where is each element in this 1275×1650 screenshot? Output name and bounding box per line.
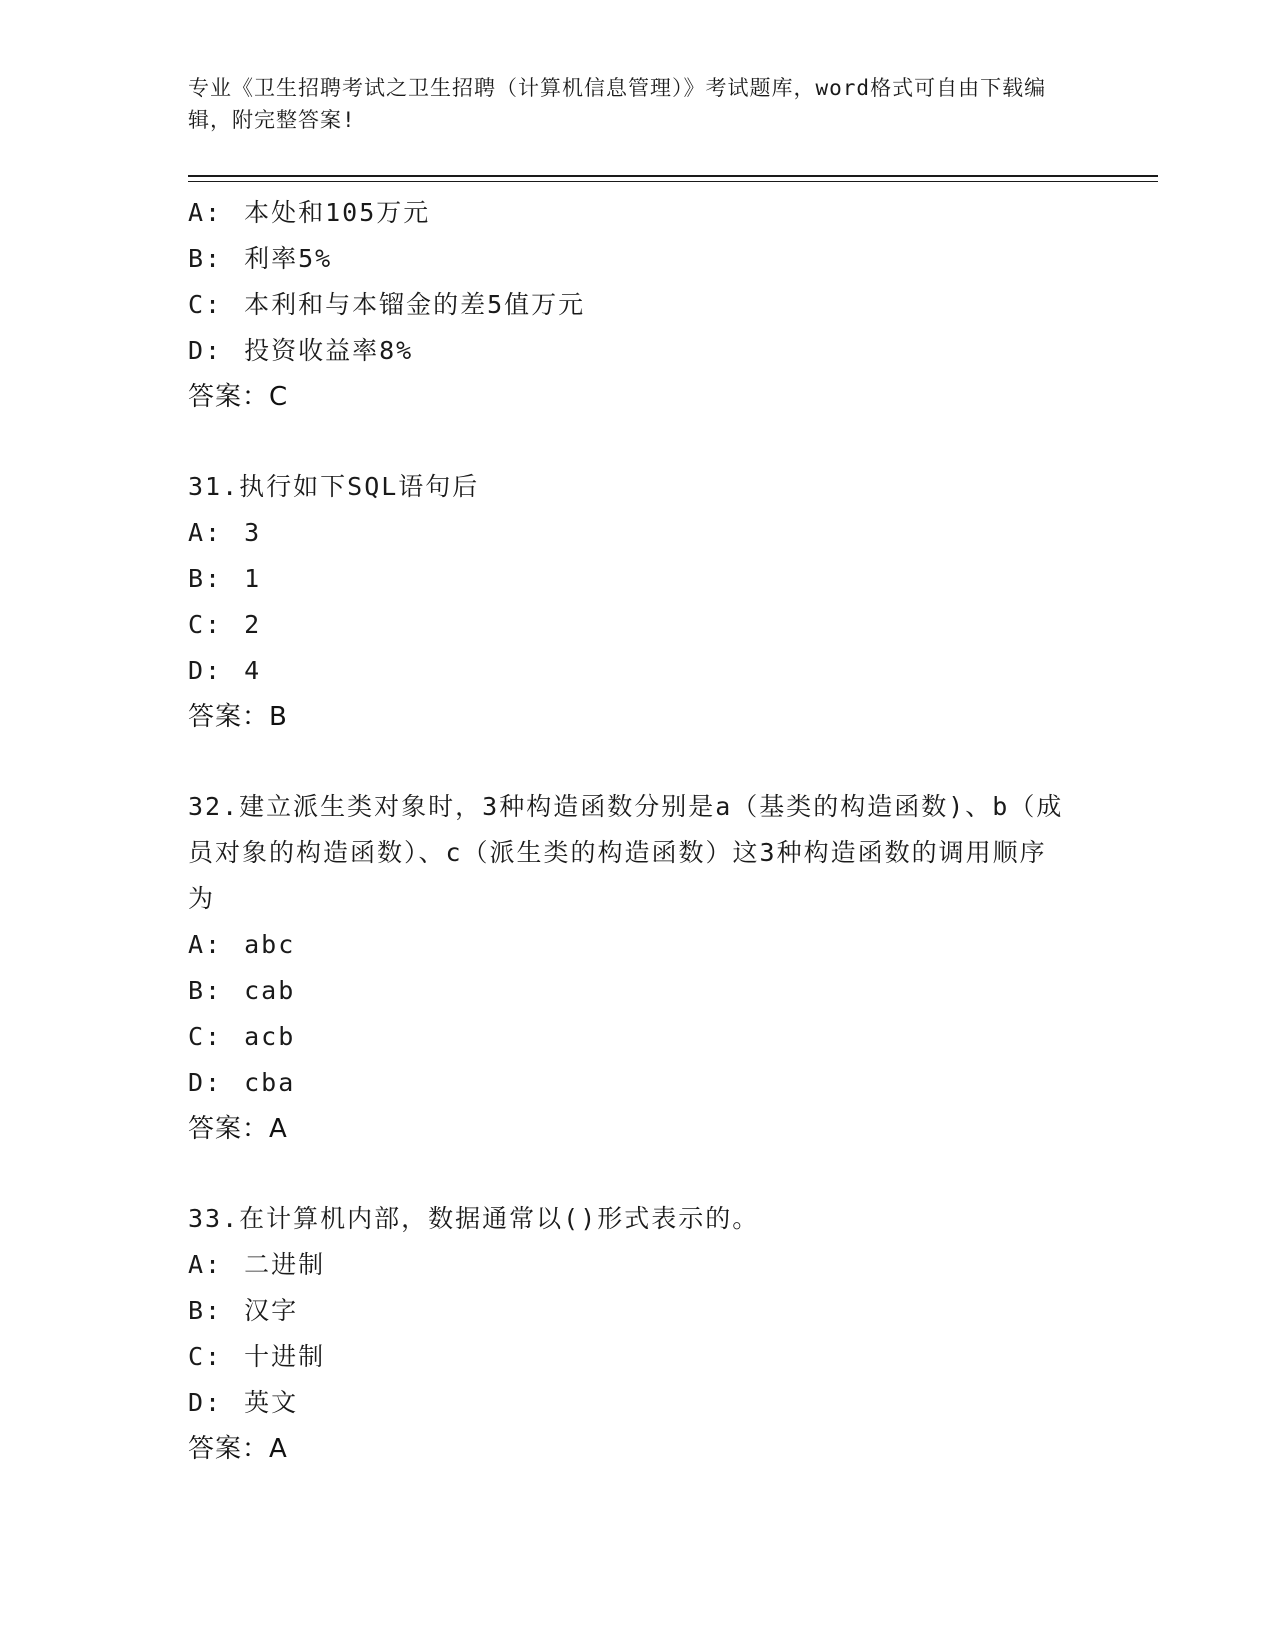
option-b	[188, 1288, 1158, 1334]
option-key: C:	[188, 290, 223, 319]
option-key: C:	[188, 610, 223, 639]
option-text: cba	[244, 1068, 296, 1097]
option-key: B:	[188, 1296, 223, 1325]
header-divider-thin	[188, 181, 1158, 182]
option-b	[188, 236, 1158, 282]
option-key: A:	[188, 198, 223, 227]
question-block-31	[188, 464, 1158, 740]
option-text: acb	[244, 1022, 296, 1051]
option-d	[188, 328, 1158, 374]
option-c	[188, 1334, 1158, 1380]
option-text: 本处和105万元	[244, 198, 431, 227]
option-key: D:	[188, 656, 223, 685]
option-text: 本利和与本镏金的差5值万元	[244, 290, 586, 319]
option-d	[188, 1380, 1158, 1426]
answer-line: 答案：B	[188, 702, 288, 732]
option-text: 汉字	[244, 1296, 299, 1325]
answer-line: 答案：C	[188, 382, 289, 412]
option-text: abc	[244, 930, 296, 959]
option-key: B:	[188, 564, 223, 593]
option-key: C:	[188, 1022, 223, 1051]
option-d	[188, 1060, 1158, 1106]
question-list	[188, 190, 1158, 1472]
question-stem: 31.执行如下SQL语句后	[188, 472, 480, 501]
header-divider-thick	[188, 175, 1158, 177]
question-block-33	[188, 1196, 1158, 1472]
option-text: 十进制	[244, 1342, 326, 1371]
document-header: 专业《卫生招聘考试之卫生招聘（计算机信息管理）》考试题库，word格式可自由下载编辑，附完整答案!	[188, 76, 1047, 132]
option-text: 投资收益率8%	[244, 336, 414, 365]
question-block-32	[188, 784, 1158, 1152]
option-text: 1	[244, 564, 262, 593]
option-text: 3	[244, 518, 262, 547]
option-c	[188, 1014, 1158, 1060]
option-b	[188, 556, 1158, 602]
question-block-prev	[188, 190, 1158, 420]
option-key: B:	[188, 976, 223, 1005]
question-stem: 33.在计算机内部，数据通常以()形式表示的。	[188, 1204, 760, 1233]
question-stem: 32.建立派生类对象时，3种构造函数分别是a（基类的构造函数)、b（成员对象的构造函数）、c（派生类的构造函数）这3种构造函数的调用顺序为	[188, 792, 1064, 913]
option-key: A:	[188, 1250, 223, 1279]
option-text: cab	[244, 976, 296, 1005]
option-text: 二进制	[244, 1250, 326, 1279]
answer-line: 答案：A	[188, 1114, 288, 1144]
option-c	[188, 602, 1158, 648]
option-text: 4	[244, 656, 262, 685]
answer-line: 答案：A	[188, 1434, 288, 1464]
option-key: A:	[188, 518, 223, 547]
option-c	[188, 282, 1158, 328]
option-key: D:	[188, 1068, 223, 1097]
option-key: B:	[188, 244, 223, 273]
option-b	[188, 968, 1158, 1014]
option-d	[188, 648, 1158, 694]
option-text: 2	[244, 610, 262, 639]
option-key: D:	[188, 1388, 223, 1417]
option-a	[188, 510, 1158, 556]
option-key: A:	[188, 930, 223, 959]
option-a	[188, 922, 1158, 968]
option-a	[188, 1242, 1158, 1288]
option-key: D:	[188, 336, 223, 365]
option-a	[188, 190, 1158, 236]
option-text: 英文	[244, 1388, 299, 1417]
option-text: 利率5%	[244, 244, 333, 273]
option-key: C:	[188, 1342, 223, 1371]
